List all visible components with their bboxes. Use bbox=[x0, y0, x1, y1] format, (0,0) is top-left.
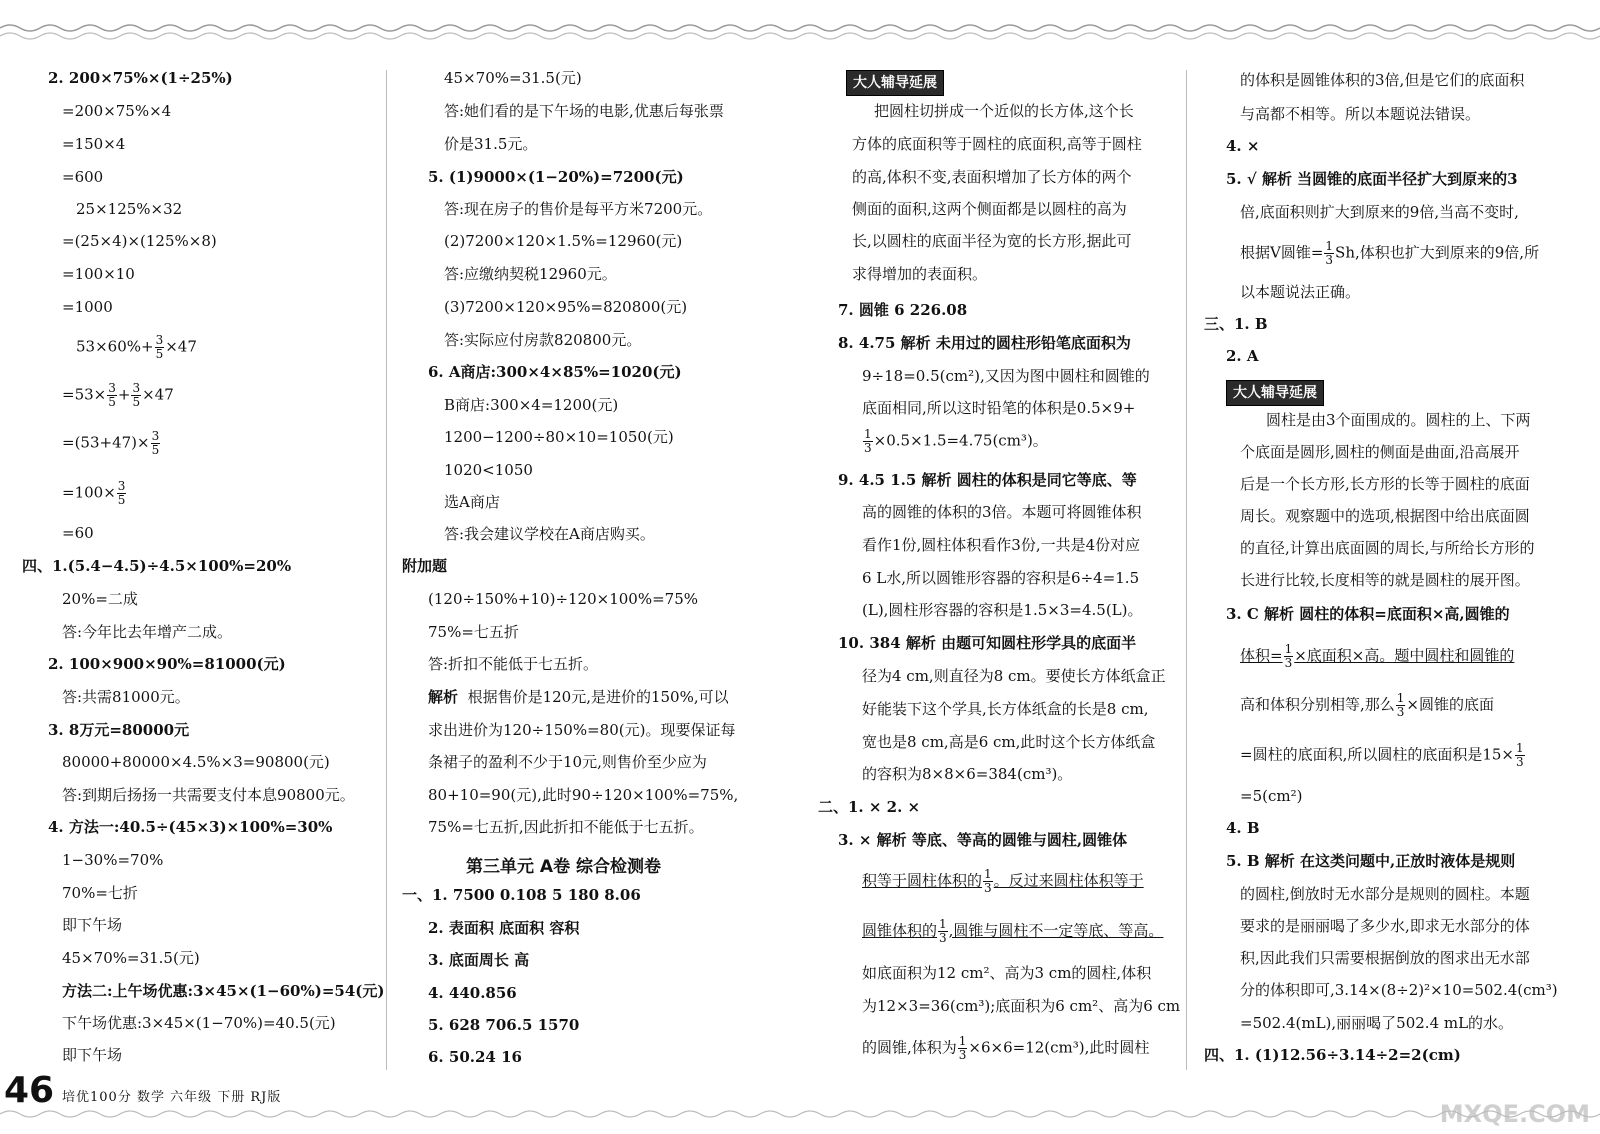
text-line: B商店:300×4=1200(元) bbox=[444, 396, 619, 414]
fraction bbox=[938, 918, 948, 945]
expression-line bbox=[62, 430, 161, 457]
column-divider bbox=[1186, 70, 1187, 1070]
text-line: 与高都不相等。所以本题说法错误。 bbox=[1240, 105, 1481, 123]
text-line: 2. 100×900×90%=81000(元) bbox=[48, 655, 286, 673]
fraction bbox=[1284, 643, 1294, 670]
text-line: 2. A bbox=[1226, 347, 1259, 365]
text-line: 后是一个长方形,长方形的长等于圆柱的底面 bbox=[1240, 475, 1530, 493]
text-line: 5. B 解析 在这类问题中,正放时液体是规则 bbox=[1226, 852, 1516, 870]
numerator: 1 bbox=[984, 867, 992, 881]
text-line: 80000+80000×4.5%×3=90800(元) bbox=[62, 753, 330, 771]
text-line: 的容积为8×8×6=384(cm³)。 bbox=[862, 765, 1073, 783]
text-segment: =(53+47)× bbox=[62, 433, 150, 452]
text-segment: ×圆锥的底面 bbox=[1406, 695, 1494, 714]
fraction bbox=[131, 382, 141, 409]
text-segment: =53× bbox=[62, 385, 107, 404]
text-segment: 53×60%+ bbox=[76, 337, 154, 356]
text-line: 3. C 解析 圆柱的体积=底面积×高,圆锥的 bbox=[1226, 605, 1510, 623]
expression-line bbox=[62, 382, 174, 409]
text-line: 75%=七五折,因此折扣不能低于七五折。 bbox=[428, 818, 704, 836]
text-line: 5. 628 706.5 1570 bbox=[428, 1016, 580, 1034]
numerator: 1 bbox=[1284, 642, 1293, 656]
text-line: 答:我会建议学校在A商店购买。 bbox=[444, 525, 655, 543]
text-line: 9÷18=0.5(cm²),又因为图中圆柱和圆锥的 bbox=[862, 367, 1150, 385]
fraction bbox=[958, 1035, 968, 1062]
text-line: 长进行比较,长度相等的就是圆柱的展开图。 bbox=[1240, 571, 1530, 589]
text-line: =5(cm²) bbox=[1240, 787, 1303, 805]
text-segment: ,圆锥与圆柱不一定等底、等高。 bbox=[948, 921, 1164, 940]
fraction bbox=[107, 382, 117, 409]
text-line: 答:折扣不能低于七五折。 bbox=[428, 655, 599, 673]
text-line: 分的体积即可,3.14×(8÷2)²×10=502.4(cm³) bbox=[1240, 981, 1558, 999]
text-line: 答:共需81000元。 bbox=[62, 688, 190, 706]
text-line: 圆柱是由3个面围成的。圆柱的上、下两 bbox=[1266, 411, 1531, 429]
denominator: 5 bbox=[151, 443, 160, 457]
text-line bbox=[428, 687, 729, 707]
text-line: 四、1. (1)12.56÷3.14÷2=2(cm) bbox=[1204, 1046, 1461, 1064]
text-line: (3)7200×120×95%=820800(元) bbox=[444, 298, 688, 316]
text-segment: =100× bbox=[62, 483, 116, 502]
text-segment: 的圆锥,体积为 bbox=[862, 1038, 957, 1057]
text-segment: ×47 bbox=[142, 385, 174, 404]
text-line: 1200−1200÷80×10=1050(元) bbox=[444, 428, 674, 446]
text-line: (2)7200×120×1.5%=12960(元) bbox=[444, 232, 683, 250]
text-segment: 根据售价是120元,是进价的150%,可以 bbox=[467, 688, 729, 706]
denominator: 3 bbox=[958, 1048, 967, 1062]
text-line: 6 L水,所以圆锥形容器的容积是6÷4=1.5 bbox=[862, 569, 1140, 587]
text-line: 侧面的面积,这两个侧面都是以圆柱的高为 bbox=[852, 200, 1127, 218]
page-number: 46 bbox=[4, 1070, 55, 1111]
top-wave-border bbox=[0, 18, 1600, 48]
text-line: 径为4 cm,则直径为8 cm。要使长方体纸盒正 bbox=[862, 667, 1166, 685]
text-line: 高的圆锥的体积的3倍。本题可将圆锥体积 bbox=[862, 503, 1142, 521]
text-line: 25×125%×32 bbox=[76, 200, 183, 218]
text-line: 四、1.(5.4−4.5)÷4.5×100%=20% bbox=[22, 557, 292, 575]
text-segment: 。反过来圆柱体积等于 bbox=[993, 871, 1144, 890]
fraction bbox=[1396, 692, 1406, 719]
numerator: 1 bbox=[1396, 691, 1405, 705]
expression-line bbox=[1240, 240, 1539, 267]
text-line: 45×70%=31.5(元) bbox=[62, 949, 200, 967]
text-line: 1−30%=70% bbox=[62, 851, 164, 869]
numerator: 1 bbox=[958, 1034, 967, 1048]
text-line: 4. 方法一:40.5÷(45×3)×100%=30% bbox=[48, 818, 333, 836]
text-segment: 体积= bbox=[1240, 646, 1283, 665]
text-line: 4. B bbox=[1226, 819, 1260, 837]
fraction bbox=[863, 428, 873, 455]
text-line: 答:到期后扬扬一共需要支付本息90800元。 bbox=[62, 786, 355, 804]
text-line: 6. A商店:300×4×85%=1020(元) bbox=[428, 363, 682, 381]
text-line: =(25×4)×(125%×8) bbox=[62, 232, 217, 250]
text-segment: + bbox=[117, 385, 131, 404]
text-segment: 圆锥体积的 bbox=[862, 921, 938, 940]
text-line: =1000 bbox=[62, 298, 113, 316]
text-line: 即下午场 bbox=[62, 1046, 123, 1064]
text-line: 三、1. B bbox=[1204, 315, 1268, 333]
text-line: 把圆柱切拼成一个近似的长方体,这个长 bbox=[874, 102, 1134, 120]
text-line: 倍,底面积则扩大到原来的9倍,当高不变时, bbox=[1240, 203, 1519, 221]
text-line: 长,以圆柱的底面半径为宽的长方形,据此可 bbox=[852, 232, 1132, 250]
text-line: 75%=七五折 bbox=[428, 623, 519, 641]
text-line: 4. 440.856 bbox=[428, 984, 517, 1002]
text-line: =600 bbox=[62, 168, 104, 186]
text-line: 80+10=90(元),此时90÷120×100%=75%, bbox=[428, 786, 739, 804]
denominator: 3 bbox=[1396, 705, 1405, 719]
text-line: =60 bbox=[62, 524, 94, 542]
text-line: 20%=二成 bbox=[62, 590, 138, 608]
text-line: 的高,体积不变,表面积增加了长方体的两个 bbox=[852, 168, 1132, 186]
denominator: 3 bbox=[984, 881, 992, 895]
denominator: 3 bbox=[1284, 656, 1293, 670]
numerator: 1 bbox=[864, 427, 872, 441]
text-segment: ×6×6=12(cm³),此时圆柱 bbox=[968, 1038, 1150, 1057]
text-segment: =圆柱的底面积,所以圆柱的底面积是15× bbox=[1240, 745, 1514, 764]
text-segment: ×底面积×高。题中圆柱和圆锥的 bbox=[1294, 646, 1515, 665]
text-segment: 高和体积分别相等,那么 bbox=[1240, 695, 1395, 714]
section-heading: 附加题 bbox=[402, 557, 448, 575]
numerator: 1 bbox=[939, 917, 947, 931]
denominator: 5 bbox=[132, 395, 141, 409]
text-line: 70%=七折 bbox=[62, 884, 138, 902]
text-line: =200×75%×4 bbox=[62, 102, 172, 120]
text-line: 2. 表面积 底面积 容积 bbox=[428, 919, 580, 937]
text-line: 方法二:上午场优惠:3×45×(1−60%)=54(元) bbox=[62, 982, 385, 1000]
text-line: 9. 4.5 1.5 解析 圆柱的体积是同它等底、等 bbox=[838, 471, 1137, 489]
text-line: 3. × 解析 等底、等高的圆锥与圆柱,圆锥体 bbox=[838, 831, 1128, 849]
text-line: 积,因此我们只需要根据倒放的图求出无水部 bbox=[1240, 949, 1530, 967]
text-line: 45×70%=31.5(元) bbox=[444, 69, 582, 87]
fraction bbox=[155, 334, 165, 361]
label-badge: 大人辅导延展 bbox=[1226, 380, 1324, 406]
text-line: 答:现在房子的售价是每平方米7200元。 bbox=[444, 200, 713, 218]
text-line: 5. (1)9000×(1−20%)=7200(元) bbox=[428, 168, 684, 186]
denominator: 3 bbox=[939, 931, 947, 945]
section-label bbox=[846, 70, 944, 96]
watermark: MXQE.COM bbox=[1439, 1100, 1590, 1128]
numerator: 3 bbox=[132, 381, 141, 395]
expression-line bbox=[862, 868, 1144, 895]
denominator: 3 bbox=[1516, 755, 1524, 769]
text-line: 1020<1050 bbox=[444, 461, 533, 479]
text-segment: ×0.5×1.5=4.75(cm³)。 bbox=[873, 431, 1048, 450]
text-segment: 根据V圆锥= bbox=[1240, 243, 1324, 262]
analysis-label: 解析 bbox=[428, 688, 459, 706]
denominator: 5 bbox=[117, 493, 126, 507]
footer-text: 培优100分 数学 六年级 下册 RJ版 bbox=[62, 1090, 282, 1105]
fraction bbox=[1515, 742, 1525, 769]
text-line: 8. 4.75 解析 未用过的圆柱形铅笔底面积为 bbox=[838, 334, 1131, 352]
text-line: 下午场优惠:3×45×(1−70%)=40.5(元) bbox=[62, 1014, 336, 1032]
text-segment: Sh,体积也扩大到原来的9倍,所 bbox=[1335, 243, 1540, 262]
expression-line bbox=[1240, 692, 1494, 719]
label-badge: 大人辅导延展 bbox=[846, 70, 944, 96]
unit-title: 第三单元 A卷 综合检测卷 bbox=[466, 857, 661, 877]
text-line: 为12×3=36(cm³);底面积为6 cm²、高为6 cm bbox=[862, 997, 1181, 1015]
text-line: 的直径,计算出底面圆的周长,与所给长方形的 bbox=[1240, 539, 1535, 557]
text-line: 10. 384 解析 由题可知圆柱形学具的底面半 bbox=[838, 634, 1137, 652]
text-line: 的体积是圆锥体积的3倍,但是它们的底面积 bbox=[1240, 71, 1525, 89]
text-line: (L),圆柱形容器的容积是1.5×3=4.5(L)。 bbox=[862, 601, 1143, 619]
text-line: 答:应缴纳契税12960元。 bbox=[444, 265, 617, 283]
text-segment: ×47 bbox=[165, 337, 197, 356]
text-line: 二、1. × 2. × bbox=[818, 798, 921, 816]
text-line: 答:实际应付房款820800元。 bbox=[444, 331, 642, 349]
expression-line bbox=[1240, 643, 1514, 670]
text-line: =502.4(mL),丽丽喝了502.4 mL的水。 bbox=[1240, 1014, 1514, 1032]
text-line: 4. × bbox=[1226, 137, 1260, 155]
text-line: 答:她们看的是下午场的电影,优惠后每张票 bbox=[444, 102, 724, 120]
fraction bbox=[1324, 240, 1334, 267]
fraction bbox=[983, 868, 993, 895]
text-line: 的圆柱,倒放时无水部分是规则的圆柱。本题 bbox=[1240, 885, 1530, 903]
text-line: 一、1. 7500 0.108 5 180 8.06 bbox=[402, 886, 641, 904]
denominator: 5 bbox=[155, 347, 164, 361]
text-line: 选A商店 bbox=[444, 493, 500, 511]
text-line: 3. 8万元=80000元 bbox=[48, 721, 190, 739]
denominator: 3 bbox=[864, 441, 872, 455]
text-line: 3. 底面周长 高 bbox=[428, 951, 530, 969]
text-line: 2. 200×75%×(1÷25%) bbox=[48, 69, 233, 87]
numerator: 1 bbox=[1325, 239, 1334, 253]
numerator: 3 bbox=[108, 381, 116, 395]
denominator: 5 bbox=[108, 395, 116, 409]
text-line: =150×4 bbox=[62, 135, 126, 153]
text-line: 周长。观察题中的选项,根据图中给出底面圆 bbox=[1240, 507, 1530, 525]
expression-line bbox=[1240, 742, 1526, 769]
numerator: 3 bbox=[117, 479, 126, 493]
text-line: 求出进价为120÷150%=80(元)。现要保证每 bbox=[428, 721, 736, 739]
text-line: 个底面是圆形,圆柱的侧面是曲面,沿高展开 bbox=[1240, 443, 1520, 461]
column-divider bbox=[386, 70, 387, 1070]
text-line: 条裙子的盈利不少于10元,则售价至少应为 bbox=[428, 753, 707, 771]
numerator: 1 bbox=[1516, 741, 1524, 755]
text-line: 6. 50.24 16 bbox=[428, 1048, 522, 1066]
text-line: 如底面积为12 cm²、高为3 cm的圆柱,体积 bbox=[862, 964, 1152, 982]
text-line: 即下午场 bbox=[62, 916, 123, 934]
text-line: 5. √ 解析 当圆锥的底面半径扩大到原来的3 bbox=[1226, 170, 1518, 188]
text-line: (120÷150%+10)÷120×100%=75% bbox=[428, 590, 698, 608]
text-line: 要求的是丽丽喝了多少水,即求无水部分的体 bbox=[1240, 917, 1530, 935]
text-line: 价是31.5元。 bbox=[444, 135, 538, 153]
text-line: 底面相同,所以这时铅笔的体积是0.5×9+ bbox=[862, 399, 1136, 417]
text-line: 答:今年比去年增产二成。 bbox=[62, 623, 233, 641]
fraction bbox=[117, 480, 127, 507]
numerator: 3 bbox=[151, 429, 160, 443]
expression-line bbox=[862, 918, 1163, 945]
numerator: 3 bbox=[155, 333, 164, 347]
bottom-wave-border bbox=[0, 1100, 1600, 1130]
text-line: 好能装下这个学具,长方体纸盒的长是8 cm, bbox=[862, 700, 1149, 718]
denominator: 3 bbox=[1325, 253, 1334, 267]
expression-line bbox=[62, 480, 127, 507]
expression-line bbox=[862, 1035, 1149, 1062]
section-label bbox=[1226, 380, 1324, 406]
text-line: =100×10 bbox=[62, 265, 135, 283]
text-line: 看作1份,圆柱体积看作3份,一共是4份对应 bbox=[862, 536, 1141, 554]
text-line: 求得增加的表面积。 bbox=[852, 265, 988, 283]
text-segment: 积等于圆柱体积的 bbox=[862, 871, 983, 890]
expression-line bbox=[862, 428, 1048, 455]
text-line: 方体的底面积等于圆柱的底面积,高等于圆柱 bbox=[852, 135, 1142, 153]
text-line: 以本题说法正确。 bbox=[1240, 283, 1361, 301]
text-line: 宽也是8 cm,高是6 cm,此时这个长方体纸盒 bbox=[862, 733, 1156, 751]
fraction bbox=[151, 430, 161, 457]
text-line: 7. 圆锥 6 226.08 bbox=[838, 301, 968, 319]
expression-line bbox=[76, 334, 197, 361]
